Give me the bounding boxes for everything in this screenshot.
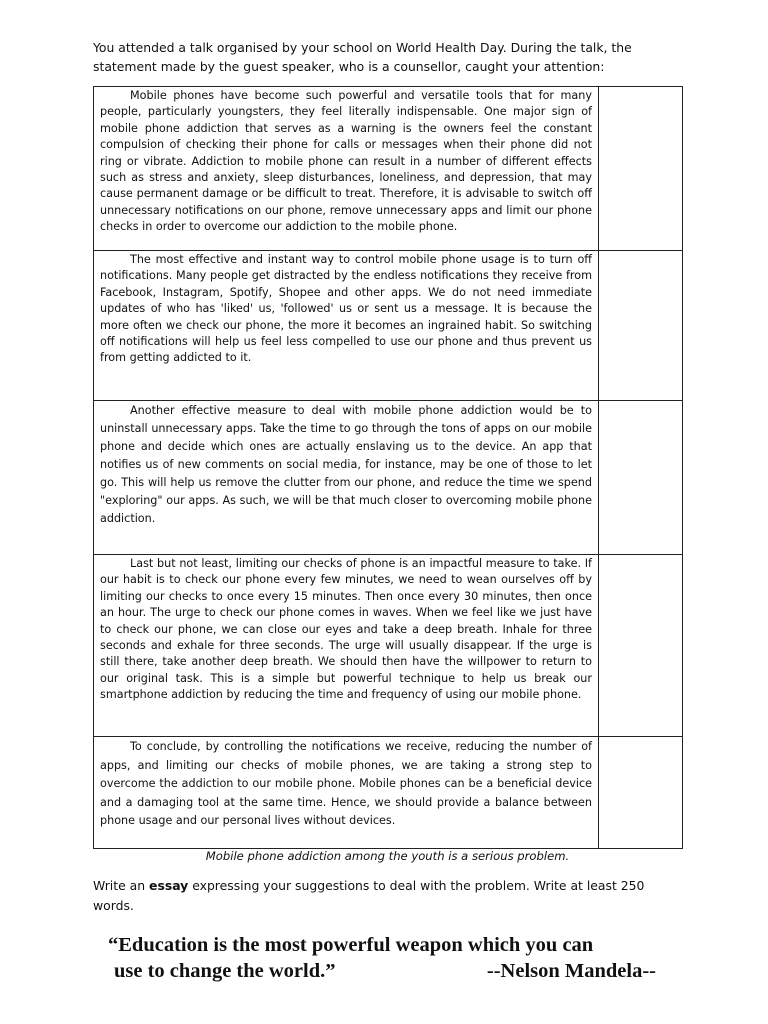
essay-table	[93, 86, 683, 849]
task-suffix: expressing your suggestions to deal with the problem. Write at least 250 words.	[93, 878, 645, 913]
paragraph-cell	[94, 401, 599, 555]
marking-cell	[599, 251, 683, 401]
paragraph-cell	[94, 555, 599, 737]
quote-line-1: “Education is the most powerful weapon which you can	[108, 934, 594, 956]
task-keyword: essay	[149, 878, 189, 893]
quote-line-2-row	[108, 958, 668, 984]
intro-line-2: statement made by the guest speaker, who is a counsellor, caught your attention:	[93, 59, 605, 74]
marking-cell	[599, 87, 683, 251]
table-row	[94, 555, 683, 737]
task-prefix: Write an	[93, 878, 150, 893]
paragraph-cell	[94, 251, 599, 401]
paragraph-cell	[94, 737, 599, 849]
intro-text	[93, 38, 653, 76]
task-instruction	[93, 876, 653, 916]
quote-author: --Nelson Mandela--	[486, 960, 656, 982]
paragraph-3: Another effective measure to deal with mobile phone addiction would be to uninstall unnecessary apps. Take the time to go through the tons of apps on our mobile phone and decide which ones are actually enslaving us to the device. An app that notifies us of new comments on social media, for instance, may be one of those to let go. This will help us remove the clutter from our phone, and reduce the time we spend "exploring" our apps. As such, we will be that much closer to overcoming mobile phone addiction.	[100, 404, 592, 525]
intro-line-1: You attended a talk organised by your school on World Health Day. During the talk, the	[93, 40, 632, 55]
marking-cell	[599, 401, 683, 555]
paragraph-4: Last but not least, limiting our checks of phone is an impactful measure to take. If our habit is to check our phone every few minutes, we need to wean ourselves off by limiting our checks to once every 15 minutes. Then once every 30 minutes, then once an hour. The urge to check our phone comes in waves. When we feel like we just have to check our phone, we can close our eyes and take a deep breath. Inhale for three seconds and exhale for three seconds. The urge will usually disappear. If the urge is still there, take another deep breath. We should then have the willpower to return to our original task. This is a simple but powerful technique to help us break our smartphone addiction by reducing the time and frequency of using our mobile phone.	[100, 557, 592, 702]
marking-cell	[599, 555, 683, 737]
table-row	[94, 401, 683, 555]
table-row	[94, 251, 683, 401]
table-row	[94, 737, 683, 849]
paragraph-5: To conclude, by controlling the notifications we receive, reducing the number of apps, and limiting our checks of mobile phones, we are taking a strong step to overcome the addiction to our mobile phone. Mobile phones can be a beneficial device and a damaging tool at the same time. Hence, we should provide a balance between phone usage and our personal lives without devices.	[100, 740, 592, 828]
table-row	[94, 87, 683, 251]
table-caption: Mobile phone addiction among the youth is a serious problem.	[205, 849, 570, 863]
quote-block	[108, 932, 668, 984]
paragraph-1: Mobile phones have become such powerful and versatile tools that for many people, particularly youngsters, they feel literally indispensable. One major sign of mobile phone addiction that serves as a warning is the owners feel the constant compulsion of checking their phone for calls or messages when their phone did not ring or vibrate. Addiction to mobile phone can result in a number of different effects such as stress and anxiety, sleep disturbances, loneliness, and depression, that may cause permanent damage or be difficult to treat. Therefore, it is advisable to switch off unnecessary notifications on our phone, remove unnecessary apps and limit our phone checks in order to overcome our addiction to the mobile phone.	[100, 89, 592, 234]
marking-cell	[599, 737, 683, 849]
quote-line-2: use to change the world.”	[114, 960, 336, 982]
paragraph-cell	[94, 87, 599, 251]
paragraph-2: The most effective and instant way to control mobile phone usage is to turn off notifications. Many people get distracted by the endless notifications they receive from Facebook, Instagram, Spotify, Shopee and other apps. We do not need immediate updates of who has 'liked' us, 'followed' us or sent us a message. It is because the more often we check our phone, the more it becomes an ingrained habit. So switching off notifications will help us feel less compelled to use our phone and thus prevent us from getting addicted to it.	[100, 253, 592, 365]
